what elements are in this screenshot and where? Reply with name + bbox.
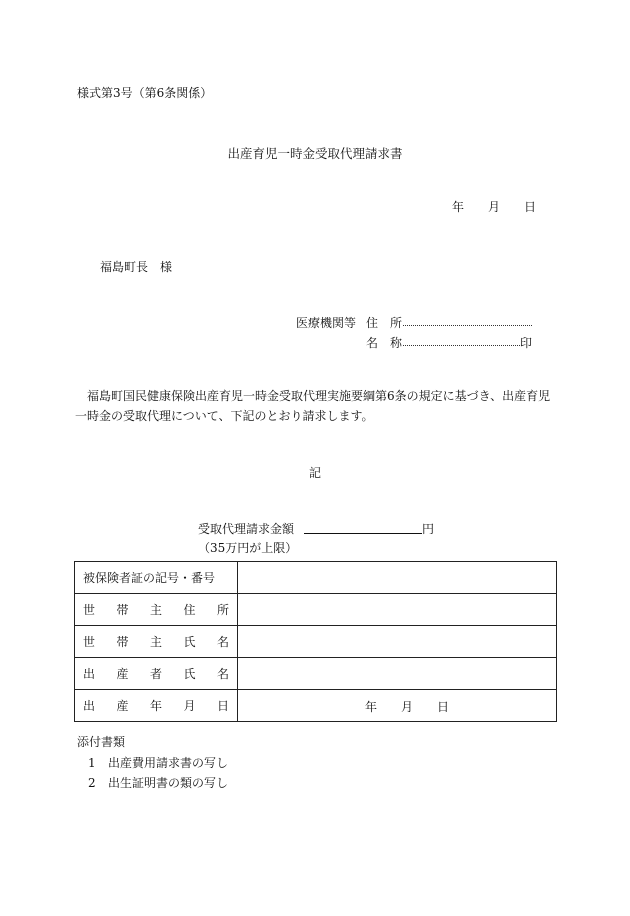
- row-label-cell: [75, 562, 238, 594]
- date-month: 月: [488, 200, 501, 214]
- row-value-cell[interactable]: [238, 562, 557, 594]
- row-label-char: 世: [83, 635, 96, 649]
- row-label: [83, 665, 229, 682]
- row-label: [83, 601, 229, 618]
- row-label-char: 主: [149, 603, 162, 617]
- row-label-char: 者: [149, 667, 162, 681]
- row-label-char: 年: [149, 699, 162, 713]
- document-title: 出産育児一時金受取代理請求書: [227, 146, 403, 161]
- institution-label: 医療機関等: [296, 316, 357, 330]
- row-value-cell[interactable]: [238, 626, 557, 658]
- date-day: 日: [524, 200, 537, 214]
- row-label-cell: [75, 690, 238, 722]
- attachment-text: 出産費用請求書の写し: [108, 756, 229, 770]
- attachment-text: 出生証明書の類の写し: [108, 776, 229, 790]
- row-label-char: 産: [116, 667, 129, 681]
- row-label-char: 名: [216, 635, 229, 649]
- row-label-char: 世: [83, 603, 96, 617]
- table-row: [75, 594, 557, 626]
- amount-label: 受取代理請求金額: [198, 522, 295, 536]
- row-label-char: 名: [216, 667, 229, 681]
- table-row: [75, 562, 557, 594]
- row-label: [83, 633, 229, 650]
- row-label-cell: [75, 658, 238, 690]
- table-row: [75, 658, 557, 690]
- form-number: 様式第3号（第6条関係）: [77, 86, 213, 100]
- row-label-char: 被保険者証の記号・番号: [83, 571, 216, 585]
- row-value: 年 月 日: [365, 700, 450, 714]
- row-value-cell[interactable]: [238, 594, 557, 626]
- address-field-line: [403, 325, 532, 326]
- amount-unit: 円: [422, 522, 435, 536]
- row-label: [83, 697, 229, 714]
- row-value-cell[interactable]: [238, 690, 557, 722]
- row-label-char: 所: [216, 603, 229, 617]
- address-label: 住 所: [366, 316, 403, 330]
- row-label-cell: [75, 594, 238, 626]
- row-label: [83, 569, 229, 586]
- row-label-char: 住: [183, 603, 196, 617]
- info-table: [74, 561, 557, 722]
- row-label-char: 氏: [183, 635, 196, 649]
- body-paragraph: 福島町国民健康保険出産育児一時金受取代理実施要綱第6条の規定に基づき、出産育児一時金の受取代理について、下記のとおり請求します。: [75, 389, 551, 423]
- attachment-item: [88, 774, 228, 791]
- date-line: [452, 198, 536, 215]
- attachments-title: 添付書類: [77, 735, 126, 749]
- name-field-line: [403, 345, 520, 346]
- date-year: 年: [452, 200, 465, 214]
- row-label-char: 主: [149, 635, 162, 649]
- row-label-char: 帯: [116, 635, 129, 649]
- row-label-cell: [75, 626, 238, 658]
- table-row: [75, 690, 557, 722]
- ki-heading: 記: [308, 466, 321, 480]
- row-value-cell[interactable]: [238, 658, 557, 690]
- row-label-char: 出: [83, 667, 96, 681]
- addressee: 福島町長 様: [100, 260, 173, 274]
- row-label-char: 日: [216, 699, 229, 713]
- attachment-number: 2: [88, 776, 96, 790]
- attachment-item: [88, 754, 228, 771]
- row-label-char: 帯: [116, 603, 129, 617]
- row-label-char: 氏: [183, 667, 196, 681]
- seal-mark: 印: [520, 336, 533, 350]
- amount-field-line: [304, 533, 422, 534]
- amount-note: （35万円が上限）: [198, 541, 298, 555]
- attachment-number: 1: [88, 756, 96, 770]
- table-row: [75, 626, 557, 658]
- name-label: 名 称: [366, 336, 403, 350]
- row-label-char: 出: [83, 699, 96, 713]
- row-label-char: 月: [183, 699, 196, 713]
- row-label-char: 産: [116, 699, 129, 713]
